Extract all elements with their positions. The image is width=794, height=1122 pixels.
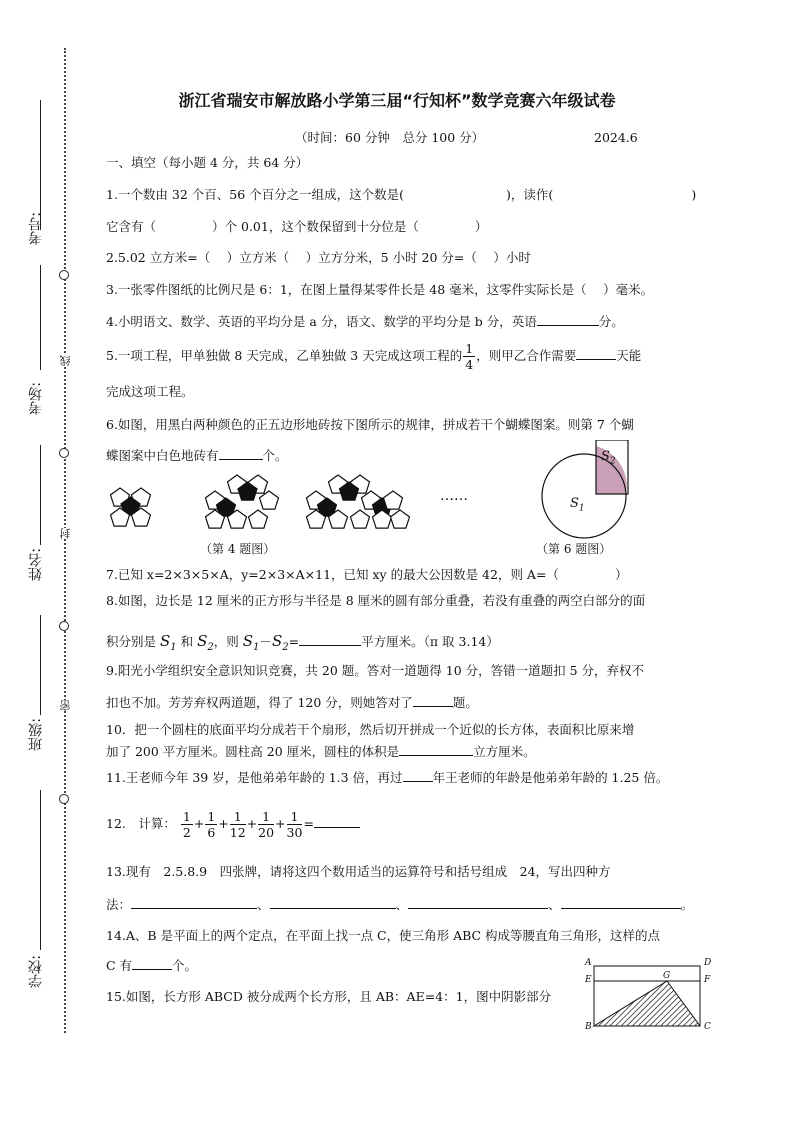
- answer-blank: [132, 958, 172, 970]
- answer-blank: [131, 897, 257, 909]
- fraction-one-quarter: $\frac{1}{4}$: [465, 341, 474, 372]
- exam-room-label: 考场:: [28, 382, 44, 415]
- answer-blank: [399, 744, 473, 756]
- school-line: [40, 790, 41, 950]
- question-2: 2.5.02 立方米=（ ）立方米（ ）立方分米，5 小时 20 分=（ ）小时: [106, 250, 531, 265]
- butterfly-pattern-2: [206, 475, 279, 528]
- question-12: 12. 计算： $\frac{1}{2}$ + $\frac{1}{6}$ + $\frac{1}{12}$ + $\frac{1}{20}$ + $\frac{1}{30}$ =: [106, 804, 360, 844]
- question-14-continued: C 有 个。: [106, 958, 198, 973]
- exam-date: 2024.6: [594, 130, 638, 145]
- question-1: 1.一个数由 32 个百、56 个百分之一组成，这个数是( )，读作( ): [106, 187, 697, 202]
- question-13: 13.现有 2.5.8.9 四张牌，请将这四个数用适当的运算符号和括号组成 24，写出四种方: [106, 864, 611, 879]
- question-9-continued: 扣也不加。芳芳弃权两道题，得了 120 分，则她答对了 题。: [106, 695, 478, 710]
- question-11: 11.王老师今年 39 岁，是他弟弟年龄的 1.3 倍，再过 年王老师的年龄是他弟弟年龄的 1.25 倍。: [106, 770, 669, 785]
- question-5-continued: 完成这项工程。: [106, 384, 194, 399]
- answer-blank: [219, 448, 263, 460]
- section-heading: 一、填空（每小题 4 分，共 64 分）: [106, 155, 309, 170]
- butterfly-pattern-1: [111, 488, 151, 526]
- exam-time-info: （时间：60 分钟 总分 100 分）: [295, 130, 485, 145]
- question-9: 9.阳光小学组织安全意识知识竞赛，共 20 题。答对一道题得 10 分，答错一道题扣 5 分，弃权不: [106, 663, 645, 678]
- answer-blank: [537, 314, 599, 326]
- rectangle-abcd-figure: [592, 964, 702, 1030]
- question-10-continued: 加了 200 平方厘米。圆柱高 20 厘米，圆柱的体积是 立方厘米。: [106, 744, 536, 759]
- answer-blank: [403, 770, 433, 782]
- answer-blank: [270, 897, 396, 909]
- fraction: $\frac{1}{30}$: [286, 809, 303, 840]
- binding-hole: [59, 621, 69, 631]
- question-14: 14.A、B 是平面上的两个定点，在平面上找一点 C，使三角形 ABC 构成等腰直角三角形，这样的点: [106, 928, 661, 943]
- name-line: [40, 445, 41, 545]
- question-3: 3.一张零件图纸的比例尺是 6：1，在图上量得某零件长是 48 毫米，这零件实际长是（ ）毫米。: [106, 282, 654, 297]
- page-title: 浙江省瑞安市解放路小学第三届“行知杯”数学竞赛六年级试卷: [178, 91, 616, 110]
- question-10: 10．把一个圆柱的底面平均分成若干个扇形，然后切开拼成一个近似的长方体，表面积比原来增: [106, 722, 635, 737]
- point-b-label: B: [585, 1022, 592, 1032]
- exam-number-line: [40, 100, 41, 230]
- answer-blank: [314, 816, 360, 828]
- question-6-continued: 蝶图案中白色地砖有 个。: [106, 448, 288, 463]
- point-g-label: G: [663, 971, 671, 981]
- point-d-label: D: [704, 958, 712, 968]
- question-15: 15.如图，长方形 ABCD 被分成两个长方形，且 AB：AE=4：1，图中阴影部分: [106, 989, 552, 1004]
- school-label: 学校:: [28, 955, 44, 988]
- ellipsis: ……: [440, 488, 468, 504]
- question-5: 5.一项工程，甲单独做 8 天完成，乙单独做 3 天完成这项工程的 $\frac{1}{4}$ ，则甲乙合作需要 天能: [106, 341, 642, 372]
- answer-blank: [408, 897, 548, 909]
- binding-hole: [59, 270, 69, 280]
- seal-char-secret: 密: [59, 700, 72, 711]
- answer-blank: [299, 634, 361, 646]
- seal-char-seal: 封: [59, 528, 72, 539]
- fraction: $\frac{1}{2}$: [182, 809, 191, 840]
- question-8-continued: 积分别是 $S_1$ 和 $S_2$，则 $S_1-S_2=$ 平方厘米。（π 取 3.14）: [106, 632, 499, 653]
- binding-hole: [59, 794, 69, 804]
- question-4: 4.小明语文、数学、英语的平均分是 a 分，语文、数学的平均分是 b 分，英语 分。: [106, 314, 624, 329]
- answer-blank: [561, 897, 681, 909]
- question-7: 7.已知 x=2×3×5×A，y=2×3×A×11，已知 xy 的最大公因数是 42，则 A=（ ）: [106, 567, 628, 582]
- class-line: [40, 615, 41, 715]
- seal-char-line: 线: [59, 355, 72, 366]
- figure-4-caption: （第 4 题图）: [200, 542, 276, 556]
- label-s2: $S_2$: [601, 449, 616, 467]
- butterfly-pattern-figure: [100, 468, 430, 534]
- name-label: 姓名:: [28, 548, 44, 581]
- class-label: 班级:: [28, 718, 44, 751]
- binding-dotted-line: [64, 48, 66, 1033]
- question-6: 6.如图，用黑白两种颜色的正五边形地砖按下图所示的规律，拼成若干个蝴蝶图案。则第 7 个蝴: [106, 417, 634, 432]
- question-13-continued: 法： 、 、 、 。: [106, 897, 694, 912]
- point-c-label: C: [704, 1022, 711, 1032]
- shaded-triangle: [594, 981, 700, 1026]
- binding-hole: [59, 448, 69, 458]
- point-f-label: F: [704, 975, 711, 985]
- answer-blank: [413, 695, 453, 707]
- question-1-continued: 它含有（ ）个 0.01，这个数保留到十分位是（ ）: [106, 219, 488, 234]
- point-e-label: E: [585, 975, 592, 985]
- fraction: $\frac{1}{20}$: [258, 809, 275, 840]
- figure-6-caption: （第 6 题图）: [536, 542, 612, 556]
- fraction: $\frac{1}{6}$: [207, 809, 216, 840]
- point-a-label: A: [585, 958, 592, 968]
- exam-number-label: 考号:: [28, 212, 44, 245]
- question-8: 8.如图，边长是 12 厘米的正方形与半径是 8 厘米的圆有部分重叠，若没有重叠的两空白部分的面: [106, 593, 646, 608]
- fraction: $\frac{1}{12}$: [229, 809, 246, 840]
- exam-room-line: [40, 265, 41, 370]
- butterfly-pattern-3: [307, 475, 410, 528]
- answer-blank: [576, 348, 616, 360]
- circle-square-figure: [540, 440, 635, 542]
- label-s1: $S_1$: [570, 496, 585, 514]
